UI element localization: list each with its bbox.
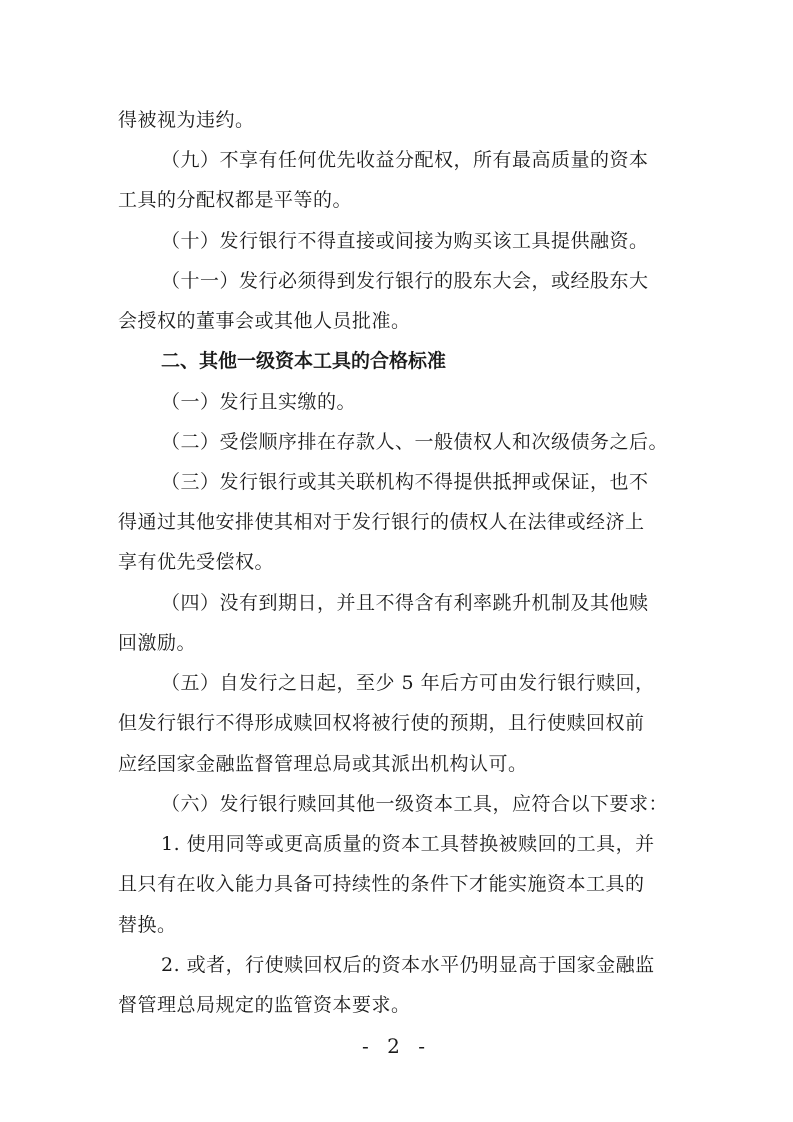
text-line-3: 工具的分配权都是平等的。 [118, 189, 353, 211]
text-line-23: 督管理总局规定的监管资本要求。 [118, 994, 411, 1016]
text-line-11: 得通过其他安排使其相对于发行银行的债权人在法律或经济上 [118, 511, 645, 533]
text-line-5: （十一）发行必须得到发行银行的股东大会，或经股东大 [161, 270, 649, 292]
text-line-1: 得被视为违约。 [118, 109, 255, 131]
text-line-20: 且只有在收入能力具备可持续性的条件下才能实施资本工具的 [118, 873, 645, 895]
text-line-6: 会授权的董事会或其他人员批准。 [118, 310, 411, 332]
text-line-21: 替换。 [118, 914, 177, 936]
text-line-14: 回激励。 [118, 632, 197, 654]
text-line-10: （三）发行银行或其关联机构不得提供抵押或保证，也不 [161, 471, 649, 493]
page-number: - 2 - [362, 1034, 431, 1058]
text-line-9: （二）受偿顺序排在存款人、一般债权人和次级债务之后。 [161, 431, 669, 453]
text-line-17: 应经国家金融监督管理总局或其派出机构认可。 [118, 753, 528, 775]
text-line-4: （十）发行银行不得直接或间接为购买该工具提供融资。 [161, 230, 649, 252]
text-line-22: 2. 或者，行使赎回权后的资本水平仍明显高于国家金融监 [161, 954, 655, 976]
text-line-15: （五）自发行之日起，至少 5 年后方可由发行银行赎回， [161, 672, 655, 694]
text-line-12: 享有优先受偿权。 [118, 551, 275, 573]
text-line-2: （九）不享有任何优先收益分配权，所有最高质量的资本 [161, 149, 649, 171]
text-line-16: 但发行银行不得形成赎回权将被行使的预期，且行使赎回权前 [118, 712, 645, 734]
text-line-13: （四）没有到期日，并且不得含有利率跳升机制及其他赎 [161, 592, 649, 614]
section-heading: 二、其他一级资本工具的合格标准 [161, 350, 447, 372]
text-line-19: 1. 使用同等或更高质量的资本工具替换被赎回的工具，并 [161, 833, 655, 855]
text-line-18: （六）发行银行赎回其他一级资本工具，应符合以下要求： [161, 793, 669, 815]
text-line-8: （一）发行且实缴的。 [161, 391, 357, 413]
